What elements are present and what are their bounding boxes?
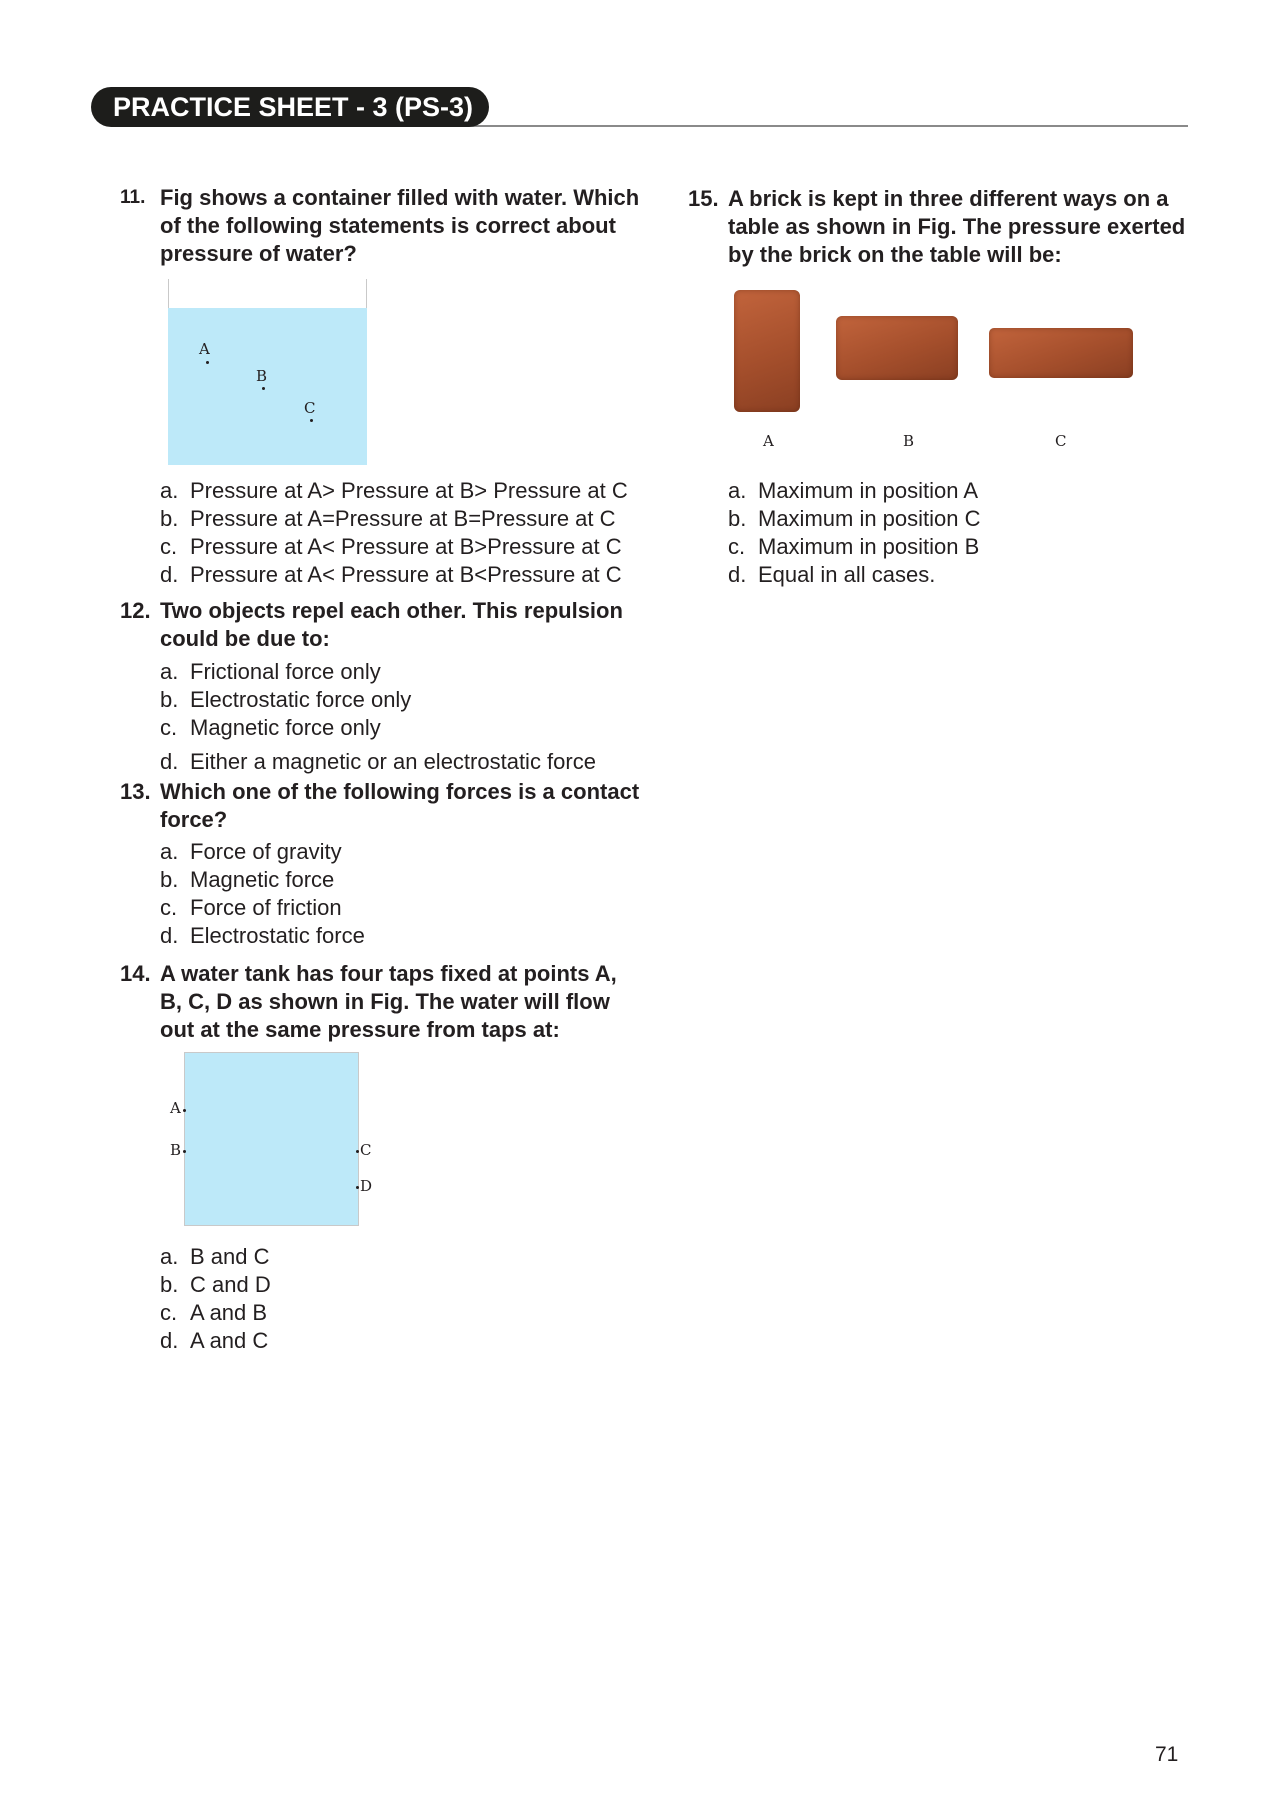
- tap-label-d: D: [360, 1177, 373, 1195]
- brick-label-b: B: [903, 432, 915, 450]
- page-title: PRACTICE SHEET - 3 (PS-3): [91, 87, 489, 127]
- option-c[interactable]: c. Maximum in position B: [728, 534, 980, 559]
- question-13-head: [120, 778, 640, 834]
- option-b[interactable]: b. C and D: [160, 1272, 271, 1297]
- brick-label-a: A: [763, 432, 774, 450]
- question-number: 15.: [688, 186, 719, 211]
- question-number: 13.: [120, 779, 151, 804]
- point-label-c: C: [304, 399, 316, 417]
- option-a[interactable]: a. Maximum in position A: [728, 478, 979, 503]
- question-12: [120, 597, 640, 653]
- tap-label-b: B: [170, 1141, 182, 1159]
- question-13: [120, 778, 640, 834]
- water-tank-figure: [168, 1052, 378, 1230]
- question-number: 12.: [120, 598, 151, 623]
- option-c[interactable]: c. Magnetic force only: [160, 715, 381, 740]
- tap-label-c: C: [360, 1141, 372, 1159]
- question-12-head: [120, 597, 640, 653]
- water-container-figure: [168, 279, 367, 465]
- question-text: Fig shows a container filled with water. Which of the following statements is correct about pressure of water?: [160, 185, 640, 266]
- question-text: Which one of the following forces is a contact force?: [160, 779, 640, 832]
- tap-label-a: A: [170, 1099, 181, 1117]
- tap-d-dot: [356, 1186, 359, 1189]
- question-number: 11.: [120, 187, 146, 208]
- point-label-b: B: [256, 367, 268, 385]
- brick-label-c: C: [1055, 432, 1067, 450]
- question-14-head: [120, 960, 640, 1044]
- option-a[interactable]: a. Force of gravity: [160, 839, 342, 864]
- question-15-head: [688, 185, 1188, 269]
- brick-standing: [734, 290, 800, 412]
- tap-c-dot: [356, 1150, 359, 1153]
- question-15: [688, 185, 1188, 269]
- option-b[interactable]: b. Magnetic force: [160, 867, 335, 892]
- option-b[interactable]: b. Electrostatic force only: [160, 687, 412, 712]
- brick-flat: [989, 328, 1133, 378]
- question-text: A brick is kept in three different ways on a table as shown in Fig. The pressure exerted by the brick on the table will be:: [728, 186, 1186, 267]
- header-rule: [460, 125, 1188, 127]
- page-number: 71: [1155, 1743, 1179, 1766]
- option-a[interactable]: a. Frictional force only: [160, 659, 381, 684]
- options-list: [688, 477, 981, 589]
- tank-water: [184, 1052, 359, 1226]
- option-b[interactable]: b. Pressure at A=Pressure at B=Pressure at C: [160, 506, 616, 531]
- question-11: [120, 184, 640, 268]
- options-list: [120, 1243, 271, 1355]
- question-14: [120, 960, 640, 1044]
- point-b-dot: [262, 387, 265, 390]
- brick-on-side: [836, 316, 958, 380]
- option-c[interactable]: c. A and B: [160, 1300, 268, 1325]
- option-d[interactable]: d. Equal in all cases.: [728, 562, 936, 587]
- option-c[interactable]: c. Pressure at A< Pressure at B>Pressure at C: [160, 534, 622, 559]
- question-11-head: [120, 184, 640, 268]
- option-a[interactable]: a. B and C: [160, 1244, 270, 1269]
- brick-figure: [730, 288, 1140, 458]
- point-a-dot: [206, 361, 209, 364]
- options-list: [120, 838, 365, 950]
- tap-a-dot: [183, 1109, 186, 1112]
- options-list: [120, 477, 628, 589]
- question-number: 14.: [120, 961, 151, 986]
- option-a[interactable]: a. Pressure at A> Pressure at B> Pressure at C: [160, 478, 628, 503]
- option-d[interactable]: d. Electrostatic force: [160, 923, 365, 948]
- option-d[interactable]: d. Either a magnetic or an electrostatic force: [160, 749, 596, 774]
- point-label-a: A: [199, 340, 210, 358]
- point-c-dot: [310, 419, 313, 422]
- question-text: A water tank has four taps fixed at points A, B, C, D as shown in Fig. The water will flow out at the same pressure from taps at:: [160, 961, 617, 1042]
- option-c[interactable]: c. Force of friction: [160, 895, 342, 920]
- options-list: [120, 658, 596, 776]
- tap-b-dot: [183, 1150, 186, 1153]
- option-d[interactable]: d. A and C: [160, 1328, 269, 1353]
- option-b[interactable]: b. Maximum in position C: [728, 506, 981, 531]
- water-fill: [168, 308, 367, 465]
- question-text: Two objects repel each other. This repulsion could be due to:: [160, 598, 623, 651]
- option-d[interactable]: d. Pressure at A< Pressure at B<Pressure at C: [160, 562, 622, 587]
